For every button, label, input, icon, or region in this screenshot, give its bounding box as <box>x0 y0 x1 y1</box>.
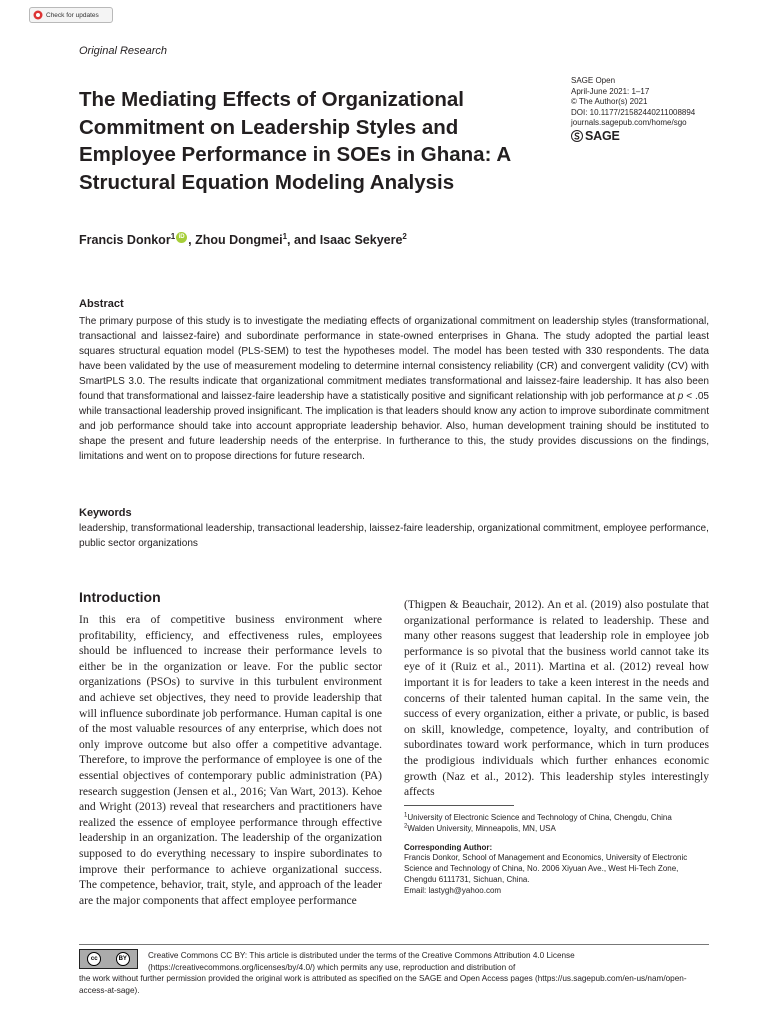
sage-logo-text: SAGE <box>585 128 620 143</box>
sage-logo <box>571 130 695 142</box>
body-text-left-column: In this era of competitive business environment where profitability, efficiency, and effectiveness rules, employees should be influenced to increase their performance levels to either be in the organization or leave. For the public sector organizations (PSOs) to survive in this turbulent environment and achieve set objectives, they need to provide leadership that will influence subordinate job performance. Human capital is one of the most valuable resources of any enterprise, which does not only improve outcome but also offer a competitive advantage. Therefore, to improve the performance of employee is one of the essential objectives of contemporary public administration (PA) research suggestion (Jensen et al., 2016; Van Wart, 2013). Kehoe and Wright (2013) reveal that researchers and practitioners have realized the essence of employee performance through effective leadership in an organization. The leadership of the organization supposed to do everything necessary to inspire subordinates to improve their performance to achieve organizational success. The competence, behavior, trait, style, and approach of the leader are the major components that affect employee performance <box>79 614 383 907</box>
cc-icon: cc <box>87 952 101 966</box>
affiliation-text: Walden University, Minneapolis, MN, USA <box>407 823 556 833</box>
corresponding-author-address: Francis Donkor, School of Management and Economics, University of Electronic Science and Technology of China, No. 2006 Xiyuan Ave., West Hi-Tech Zone, Chengdu 6111731, Sichuan, China. <box>404 853 688 884</box>
affiliation-item <box>404 813 704 824</box>
affiliation-marker: 1 <box>404 812 408 819</box>
author-affiliation-marker: 1 <box>282 231 288 241</box>
journal-info <box>571 76 695 142</box>
orcid-icon[interactable]: iD <box>176 232 187 243</box>
check-for-updates-label: Check for updates <box>46 11 99 19</box>
license-divider <box>79 944 709 945</box>
affiliation-marker: 2 <box>404 823 408 830</box>
author-separator: , and <box>287 233 320 247</box>
author-name: Francis Donkor <box>79 233 171 247</box>
affiliation-text: University of Electronic Science and Technology of China, Chengdu, China <box>407 813 672 822</box>
abstract-text-start: The primary purpose of this study is to investigate the mediating effects of organizational commitment on leadership styles (transformational, transactional and laissez-faire) and subordinate performance in state-owned enterprises in Ghana. The study adopted the partial least squares structural equation model (PLS-SEM) to test the hypotheses model. The model has been tested with 330 respondents. The data have been validated by the use of measurement modeling to determine internal consistency reliability (CR) and convergent validity (CV) with SmartPLS 3.0. The results indicate that organizational commitment mediates transformational and laissez-faire leadership. It has also been found that transformational and laissez-faire leadership have a statistically positive and significant relationship with job performance at <box>79 316 709 402</box>
body-text-right-column: (Thigpen & Beauchair, 2012). An et al. (2019) also postulate that organizational performance is related to leadership. These and many other reasons suggest that leadership role in employee job performance is so pivotal that the business world cannot take its eye of it (Ruiz et al., 2011). Martina et al. (2012) reveal how important it is for leaders to take a keen interest in the needs and concerns of their talented human capital. In the same vein, the success of every organization, either a private, or public, is based on skill, knowledge, competence, loyalty, and contribution of subordinates toward work performance, which in turn produces the prodigious individuals which further enhances economic growth (Naz et al., 2012). This leadership styles interestingly affects <box>404 599 709 799</box>
author-separator: , <box>188 233 196 247</box>
journal-issue: April-June 2021: 1–17 <box>571 86 650 96</box>
journal-copyright: © The Author(s) 2021 <box>571 97 648 107</box>
license-text: Creative Commons CC BY: This article is distributed under the terms of the Creative Commons Attribution 4.0 License (https://creativecommons.org/licenses/by/4.0/) which permits any use, reproduction and distribution of <box>148 951 575 972</box>
abstract-body <box>79 314 709 464</box>
abstract-text-end: < .05 while transactional leadership proved insignificant. The implication is that leaders should know any action to improve subordinate commitment and job performance should take into account appropriate leadership behavior. Also, human development training should be instituted to shape the present and future leadership needs of the enterprise. In furtherance to this, the study provides discussions on the findings, limitations and went on to propose directions for future research. <box>79 391 710 462</box>
p-value-symbol: p <box>677 391 684 402</box>
affiliations-footnote <box>404 813 704 897</box>
check-for-updates-button[interactable] <box>29 7 113 23</box>
introduction-heading: Introduction <box>79 589 161 605</box>
footnote-divider <box>404 805 514 806</box>
license-text-line2 <box>79 973 710 996</box>
journal-name: SAGE Open <box>571 76 616 85</box>
attribution-icon: BY <box>116 952 130 966</box>
license-text: the work without further permission provided the original work is attributed as specified on the SAGE and Open Access pages (https://us.sagepub.com/en-us/nam/open-access-at-sage). <box>79 974 687 995</box>
keywords-heading: Keywords <box>79 507 132 519</box>
sage-mark-icon <box>571 130 583 142</box>
author-name: Isaac Sekyere <box>319 233 403 247</box>
corresponding-author-heading: Corresponding Author: <box>404 842 493 852</box>
author-affiliation-marker: 2 <box>402 231 407 241</box>
corresponding-author-email[interactable]: Email: lastygh@yahoo.com <box>404 885 502 895</box>
affiliation-item <box>404 824 704 835</box>
update-icon <box>33 10 43 20</box>
article-type-label: Original Research <box>79 45 168 57</box>
license-text-line1 <box>148 950 710 973</box>
author-affiliation-marker: 1 <box>170 231 176 241</box>
journal-url[interactable]: journals.sagepub.com/home/sgo <box>571 118 687 128</box>
article-title: The Mediating Effects of Organizational Commitment on Leadership Styles and Employee Performance in SOEs in Ghana: A Structural Equation Modeling Analysis <box>79 88 511 194</box>
author-list <box>79 233 407 247</box>
keywords-body: leadership, transformational leadership, transactional leadership, laissez-faire leadership, organizational commitment, employee performance, public sector organizations <box>79 523 709 549</box>
author-name: Zhou Dongmei <box>195 233 283 247</box>
abstract-heading: Abstract <box>79 298 124 310</box>
journal-doi[interactable]: DOI: 10.1177/21582440211008894 <box>571 107 696 117</box>
cc-by-badge[interactable] <box>79 949 138 969</box>
